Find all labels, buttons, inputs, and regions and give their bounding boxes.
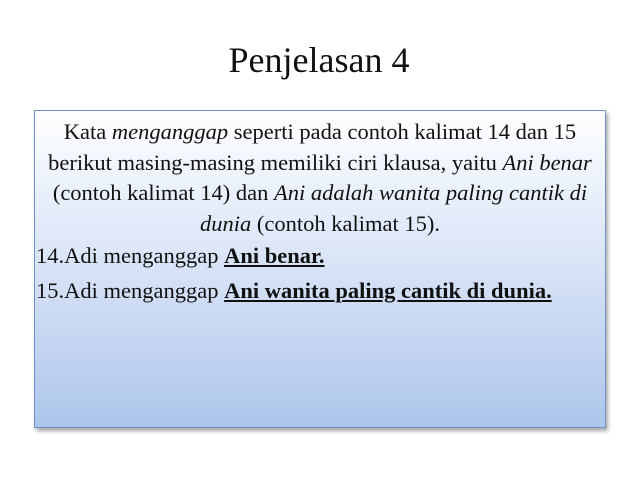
paragraph-italic-term: menganggap — [111, 119, 229, 144]
slide-title: Penjelasan 4 — [228, 40, 410, 80]
example-item-14 — [35, 241, 605, 272]
item-text: Adi menganggap — [64, 277, 225, 303]
paragraph-italic-clause-15: Ani adalah wanita paling cantik di dunia — [200, 180, 588, 236]
example-item-15 — [35, 276, 605, 307]
paragraph-italic-clause-14: Ani benar — [502, 149, 592, 175]
item-number: 14. — [36, 243, 65, 268]
paragraph-text: (contoh kalimat 14) dan — [52, 180, 275, 205]
explanation-paragraph — [35, 111, 605, 239]
item-underlined-clause: Ani benar. — [224, 243, 325, 268]
item-underlined-clause: Ani wanita paling cantik di dunia. — [224, 277, 552, 303]
paragraph-text: seperti pada contoh kalimat 14 dan 15 berikut masing-masing memiliki ciri klausa, yaitu — [48, 119, 577, 175]
paragraph-text: Kata — [63, 119, 112, 144]
item-number: 15. — [36, 277, 65, 303]
paragraph-text: (contoh kalimat 15). — [251, 210, 440, 236]
item-text: Adi menganggap — [64, 243, 225, 268]
content-box — [34, 110, 606, 428]
